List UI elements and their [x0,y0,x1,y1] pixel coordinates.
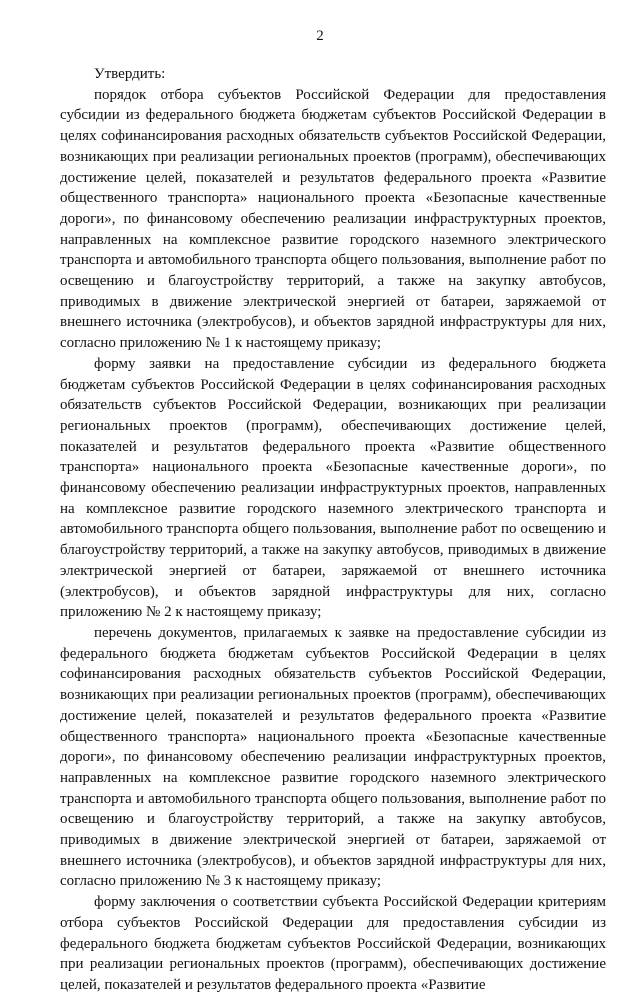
paragraph-documents-list: перечень документов, прилагаемых к заявке на предоставление субсидии из федерального бюджета бюджетам субъектов Российской Федерации в целях софинансирования расходных обязательств субъектов Российской Федерации, возникающих при реализации региональных проектов (программ), обеспечивающих достижение целей, показателей и результатов федерального проекта «Развитие общественного транспорта» национального проекта «Безопасные качественные дороги», по финансовому обеспечению реализации инфраструктурных проектов, направленных на комплексное развитие городского наземного электрического транспорта и автомобильного транспорта общего пользования, выполнение работ по освещению и благоустройству территорий, а также на закупку автобусов, приводимых в движение электрической энергией от батареи, заряжаемой от внешнего источника (электробусов), и объектов зарядной инфраструктуры для них, согласно приложению № 3 к настоящему приказу; [60,624,606,890]
approval-heading: Утвердить: [94,66,166,82]
document-body [60,64,606,996]
paragraph-conclusion-form: форму заключения о соответствии субъекта Российской Федерации критериям отбора субъектов Российской Федерации для предоставления субсидии из федерального бюджета бюджетам субъектов Российской Федерации, возникающих при реализации региональных проектов (программ), обеспечивающих достижение целей, показателей и результатов федерального проекта «Развитие [60,894,606,993]
page-number: 2 [316,28,324,44]
paragraph-selection-procedure: порядок отбора субъектов Российской Федерации для предоставления субсидии из федерального бюджета бюджетам субъектов Российской Федерации в целях софинансирования расходных обязательств субъектов Российской Федерации, возникающих при реализации региональных проектов (программ), обеспечивающих достижение целей, показателей и результатов федерального проекта «Развитие общественного транспорта» национального проекта «Безопасные качественные дороги», по финансовому обеспечению реализации инфраструктурных проектов, направленных на комплексное развитие городского наземного электрического транспорта и автомобильного транспорта общего пользования, выполнение работ по освещению и благоустройству территорий, а также на закупку автобусов, приводимых в движение электрической энергией от батареи, заряжаемой от внешнего источника (электробусов), и объектов зарядной инфраструктуры для них, согласно приложению № 1 к настоящему приказу; [60,86,606,352]
paragraph-application-form: форму заявки на предоставление субсидии из федерального бюджета бюджетам субъектов Российской Федерации в целях софинансирования расходных обязательств субъектов Российской Федерации, возникающих при реализации региональных проектов (программ), обеспечивающих достижение целей, показателей и результатов федерального проекта «Развитие общественного транспорта» национального проекта «Безопасные качественные дороги», по финансовому обеспечению реализации инфраструктурных проектов, направленных на комплексное развитие городского наземного электрического транспорта и автомобильного транспорта общего пользования, выполнение работ по освещению и благоустройству территорий, а также на закупку автобусов, приводимых в движение электрической энергией от батареи, заряжаемой от внешнего источника (электробусов), и объектов зарядной инфраструктуры для них, согласно приложению № 2 к настоящему приказу; [60,355,606,621]
